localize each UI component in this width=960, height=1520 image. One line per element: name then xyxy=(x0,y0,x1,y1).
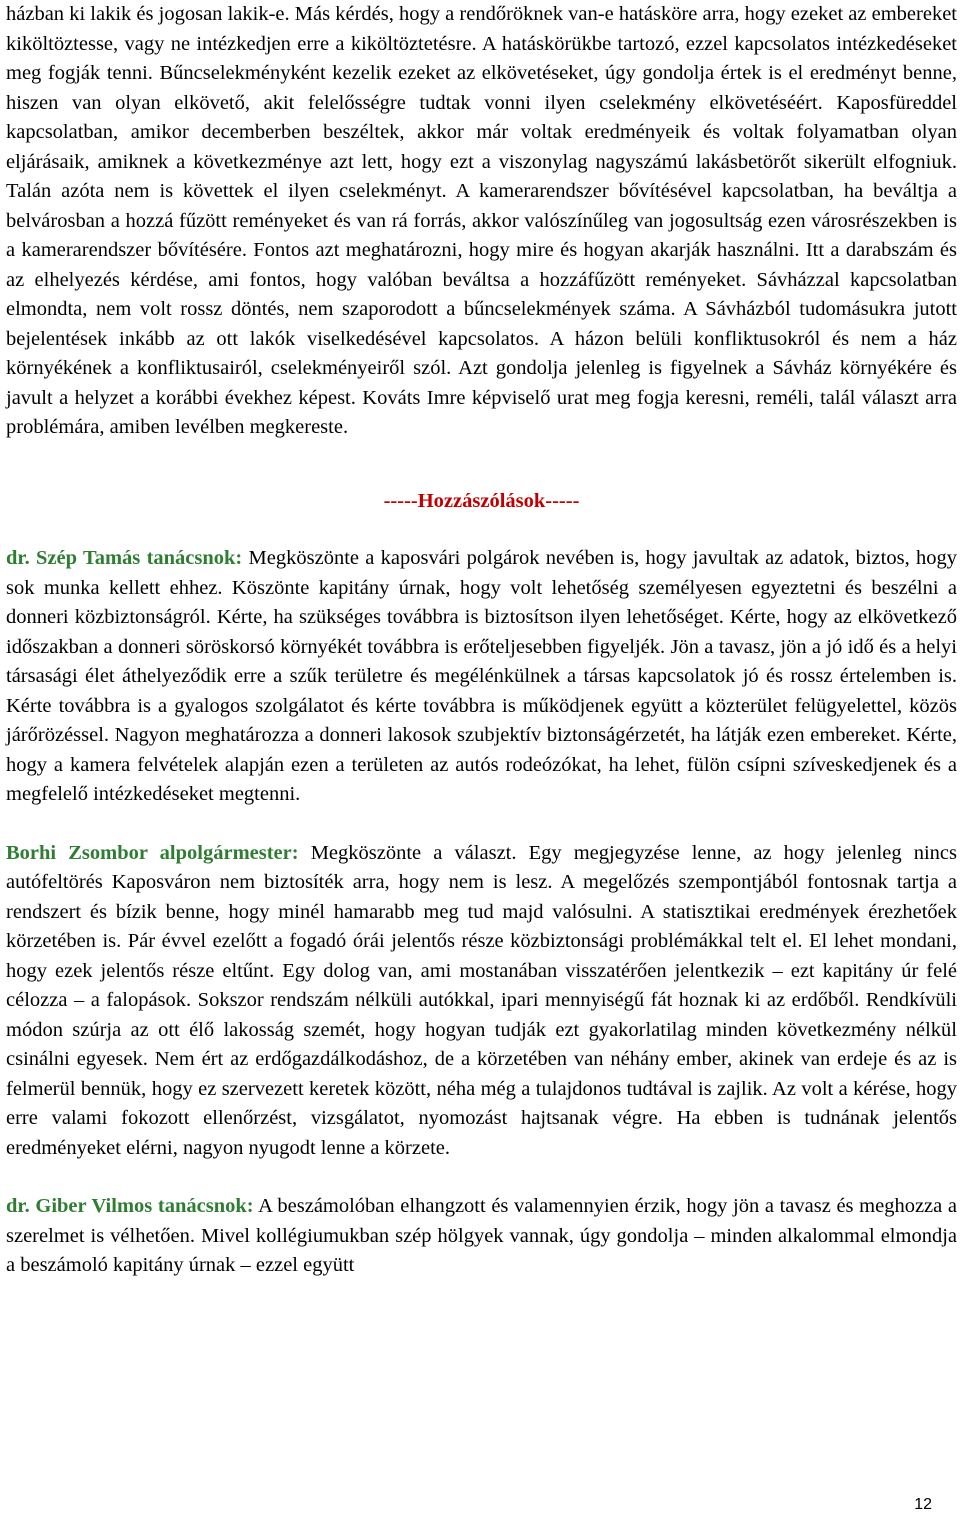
speaker-name: dr. Giber Vilmos tanácsnok: xyxy=(6,1195,254,1217)
speaker-name: Borhi Zsombor alpolgármester: xyxy=(6,841,299,864)
speech-text: A beszámolóban elhangzott és valamennyien érzik, hogy jön a tavasz és meghozza a szerelmet is vélhetően. Mivel kollégiumukban szép hölgyek vannak, úgy gondolja – minden alkalommal elmondja a beszámoló kapitány úrnak – ezzel együtt xyxy=(6,1195,957,1276)
speaker-name: dr. Szép Tamás tanácsnok: xyxy=(6,547,243,569)
speech-text: Megköszönte a választ. Egy megjegyzése lenne, az hogy jelenleg nincs autófeltörés Kaposváron nem biztosíték arra, hogy nem is lesz. A megelőzés szempontjából fontosnak tartja a rendszert és bízik benne, hogy minél hamarabb meg tud majd valósulni. A statisztikai eredmények érezhetőek körzetében is. Pár évvel ezelőtt a fogadó órái jelentős része közbiztonsági problémákkal telt el. El lehet mondani, hogy ezek jelentős része eltűnt. Egy dolog van, ami mostanában visszatérően jelentkezik – ezt kapitány úr felé célozza – a falopások. Sokszor rendszám nélküli autókkal, ipari mennyiségű fát hoznak ki az erdőből. Rendkívüli módon szúrja az ott élő lakosság szemét, hogy hogyan tudják ezt gyakorlatilag minden következmény nélkül csinálni egyesek. Nem ért az erdőgazdálkodáshoz, de a körzetében van néhány ember, akinek van erdeje és az is felmerül bennük, hogy ez szervezett keretek között, néha még a tulajdonos tudtával is zajlik. Az volt a kérése, hogy erre valami fokozott ellenőrzést, vizsgálatot, nyomozást hajtsanak végre. Ha ebben is tudnának jelentős eredményeket elérni, nagyon nyugodt lenne a körzete. xyxy=(6,841,957,1159)
speech-paragraph xyxy=(6,1192,957,1281)
page-number: 12 xyxy=(914,1496,932,1513)
section-heading: -----Hozzászólások----- xyxy=(383,489,580,512)
document-page xyxy=(6,0,957,1310)
intro-paragraph: házban ki lakik és jogosan lakik-e. Más kérdés, hogy a rendőröknek van-e hatásköre arra, hogy ezeket az embereket kiköltöztesse, vagy ne intézkedjen erre a kiköltöztetésre. A hatáskörükbe tartozó, ezzel kapcsolatos intézkedéseket meg fogják tenni. Bűncselekményként kezelik ezeket az elkövetéseket, úgy gondolja értek is el eredményt benne, hiszen van olyan elkövető, akit felelősségre tudtak vonni ilyen cselekmény elkövetéséért. Kaposfüreddel kapcsolatban, amikor decemberben beszéltek, akkor már voltak eredményeik és voltak folyamatban olyan eljárásaik, amiknek a következménye azt lett, hogy ezt a viszonylag nagyszámú lakásbetörőt sikerült elfogniuk. Talán azóta nem is követtek el ilyen cselekményt. A kamerarendszer bővítésével kapcsolatban, ha beváltja a belvárosban a hozzá fűzött reményeket és van rá forrás, akkor valószínűleg van jogosultság ezen városrészekben is a kamerarendszer bővítésére. Fontos azt meghatározni, hogy mire és hogyan akarják használni. Itt a darabszám és az elhelyezés kérdése, ami fontos, hogy valóban beváltsa a hozzáfűzött reményeket. Sávházzal kapcsolatban elmondta, nem volt rossz döntés, nem szaporodott a bűncselekmények száma. A Sávházból tudomásukra jutott bejelentések inkább az ott lakók viselkedésével kapcsolatos. A házon belüli konfliktusokról és nem a ház környékének a konfliktusairól, cselekményeiről szól. Azt gondolja jelenleg is figyelnek a Sávház környékére és javult a helyzet a korábbi évekhez képest. Kováts Imre képviselő urat meg fogja keresni, reméli, talál választ arra problémára, amiben levélben megkereste. xyxy=(6,3,957,438)
speech-paragraph xyxy=(6,839,957,1164)
speech-paragraph xyxy=(6,544,957,810)
speech-text: Megköszönte a kaposvári polgárok nevében is, hogy javultak az adatok, biztos, hogy sok munka kellett ehhez. Köszönte kapitány úrnak, hogy volt lehetőség személyesen egyeztetni és beszélni a donneri közbiztonságról. Kérte, ha szükséges továbbra is biztosítson ilyen lehetőséget. Kérte, hogy az elkövetkező időszakban a donneri söröskorsó környékét továbbra is erőteljesebben figyeljék. Jön a tavasz, jön a jó idő és a helyi társasági élet áthelyeződik erre a szűk területre és megélénkülnek a társas kapcsolatok jó és rossz értelemben is. Kérte továbbra is a gyalogos szolgálatot és kérte továbbra is működjenek együtt a közterület felügyelettel, közös járőrözéssel. Nagyon meghatározza a donneri lakosok szubjektív biztonságérzetét, ha látják ezen embereket. Kérte, hogy a kamera felvételek alapján ezen a területen az autós rodeózókat, ha lehet, fülön csípni szíveskedjenek és a megfelelő intézkedéseket megtenni. xyxy=(6,547,957,805)
